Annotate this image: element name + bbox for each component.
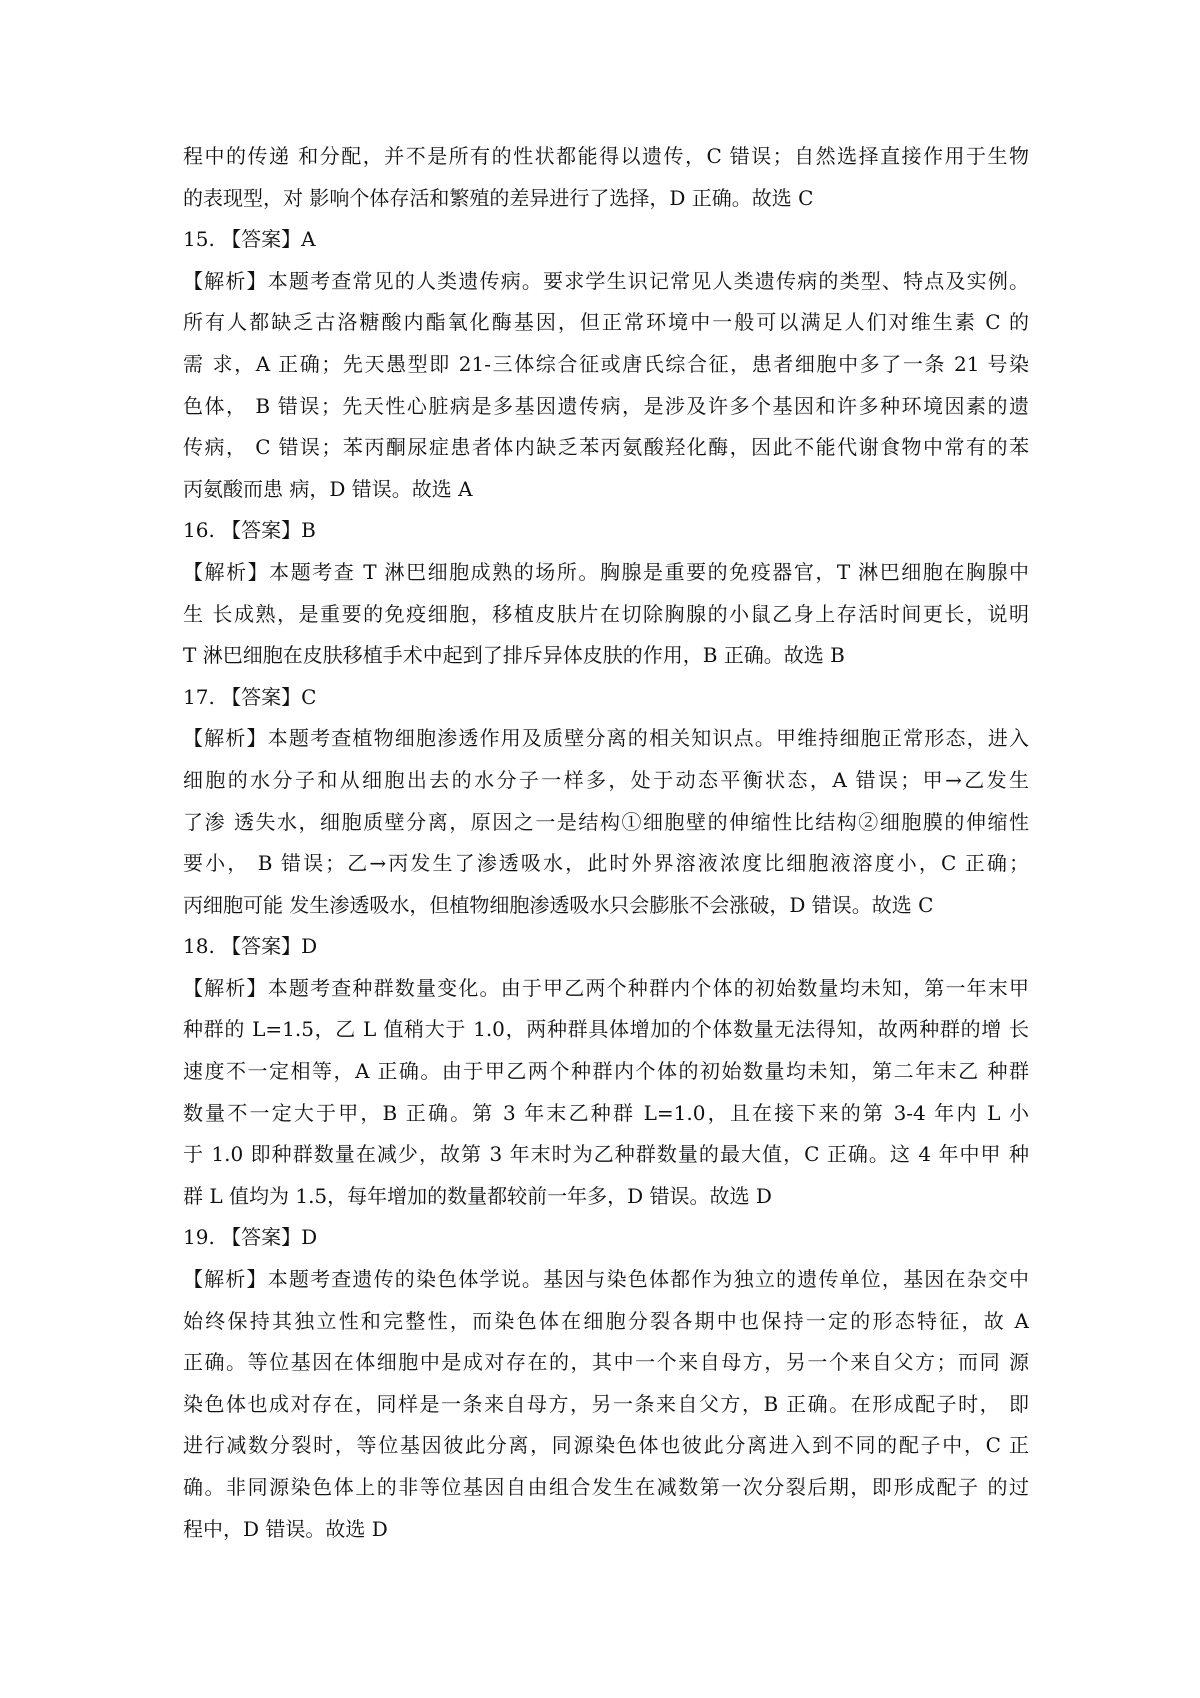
document-body	[183, 136, 1029, 1550]
text-line: 丙细胞可能 发生渗透吸水，但植物细胞渗透吸水只会膨胀不会涨破，D 错误。故选 C	[183, 892, 934, 917]
text-line: 19. 【答案】D	[183, 1225, 318, 1250]
text-line: 正确。等位基因在体细胞中是成对存在的，其中一个来自母方，另一个来自父方；而同 源	[183, 1350, 1029, 1375]
text-line: 17. 【答案】C	[183, 684, 317, 709]
text-line: 18. 【答案】D	[183, 934, 318, 959]
text-line: 16. 【答案】B	[183, 518, 316, 543]
text-line: 需 求，A 正确；先天愚型即 21-三体综合征或唐氏综合征，患者细胞中多了一条 21 号染	[183, 351, 1029, 376]
text-line: 【解析】本题考查种群数量变化。由于甲乙两个种群内个体的初始数量均未知，第一年末甲	[183, 975, 1029, 1000]
text-line: 细胞的水分子和从细胞出去的水分子一样多，处于动态平衡状态，A 错误；甲→乙发生	[183, 767, 1029, 792]
text-line: 于 1.0 即种群数量在减少，故第 3 年末时为乙种群数量的最大值，C 正确。这 4 年中甲 种	[183, 1142, 1029, 1167]
text-line: 数量不一定大于甲，B 正确。第 3 年末乙种群 L=1.0，且在接下来的第 3-4 年内 L 小	[183, 1100, 1029, 1125]
text-line: 始终保持其独立性和完整性，而染色体在细胞分裂各期中也保持一定的形态特征，故 A	[183, 1308, 1029, 1333]
text-line: 进行减数分裂时，等位基因彼此分离，同源染色体也彼此分离进入到不同的配子中，C 正	[183, 1433, 1029, 1458]
text-line: 丙氨酸而患 病，D 错误。故选 A	[183, 476, 473, 501]
text-line: 群 L 值均为 1.5，每年增加的数量都较前一年多，D 错误。故选 D	[183, 1183, 772, 1208]
text-line: 生 长成熟，是重要的免疫细胞，移植皮肤片在切除胸腺的小鼠乙身上存活时间更长，说明	[183, 601, 1029, 626]
text-line: 要小， B 错误；乙→丙发生了渗透吸水，此时外界溶液浓度比细胞液溶度小，C 正确；	[183, 851, 1029, 876]
text-line: 【解析】本题考查常见的人类遗传病。要求学生识记常见人类遗传病的类型、特点及实例。	[183, 268, 1029, 293]
text-line: 色体， B 错误；先天性心脏病是多基因遗传病，是涉及许多个基因和许多种环境因素的遗	[183, 393, 1029, 418]
text-line: 【解析】本题考查遗传的染色体学说。基因与染色体都作为独立的遗传单位，基因在杂交中	[183, 1267, 1029, 1292]
text-line: 15. 【答案】A	[183, 227, 316, 252]
text-line: 【解析】本题考查 T 淋巴细胞成熟的场所。胸腺是重要的免疫器官，T 淋巴细胞在胸腺中	[183, 559, 1029, 584]
text-line: 确。非同源染色体上的非等位基因自由组合发生在减数第一次分裂后期，即形成配子 的过	[183, 1475, 1029, 1499]
text-line: 种群的 L=1.5，乙 L 值稍大于 1.0，两种群具体增加的个体数量无法得知，故两种群的增 长	[183, 1017, 1029, 1042]
text-line: 了渗 透失水，细胞质壁分离，原因之一是结构①细胞壁的伸缩性比结构②细胞膜的伸缩性	[183, 809, 1029, 834]
text-line: 程中，D 错误。故选 D	[183, 1516, 388, 1541]
text-line: 速度不一定相等，A 正确。由于甲乙两个种群内个体的初始数量均未知，第二年末乙 种群	[183, 1059, 1029, 1084]
text-line: 的表现型，对 影响个体存活和繁殖的差异进行了选择，D 正确。故选 C	[183, 185, 814, 210]
text-line: 程中的传递 和分配，并不是所有的性状都能得以遗传，C 错误；自然选择直接作用于生物	[183, 144, 1029, 168]
text-line: T 淋巴细胞在皮肤移植手术中起到了排斥异体皮肤的作用，B 正确。故选 B	[183, 643, 845, 668]
text-line: 染色体也成对存在，同样是一条来自母方，另一条来自父方，B 正确。在形成配子时， 即	[183, 1391, 1029, 1416]
text-line: 所有人都缺乏古洛糖酸内酯氧化酶基因，但正常环境中一般可以满足人们对维生素 C 的	[183, 310, 1029, 335]
text-line: 【解析】本题考查植物细胞渗透作用及质壁分离的相关知识点。甲维持细胞正常形态，进入	[183, 726, 1029, 751]
text-line: 传病， C 错误；苯丙酮尿症患者体内缺乏苯丙氨酸羟化酶，因此不能代谢食物中常有的苯	[183, 435, 1029, 460]
